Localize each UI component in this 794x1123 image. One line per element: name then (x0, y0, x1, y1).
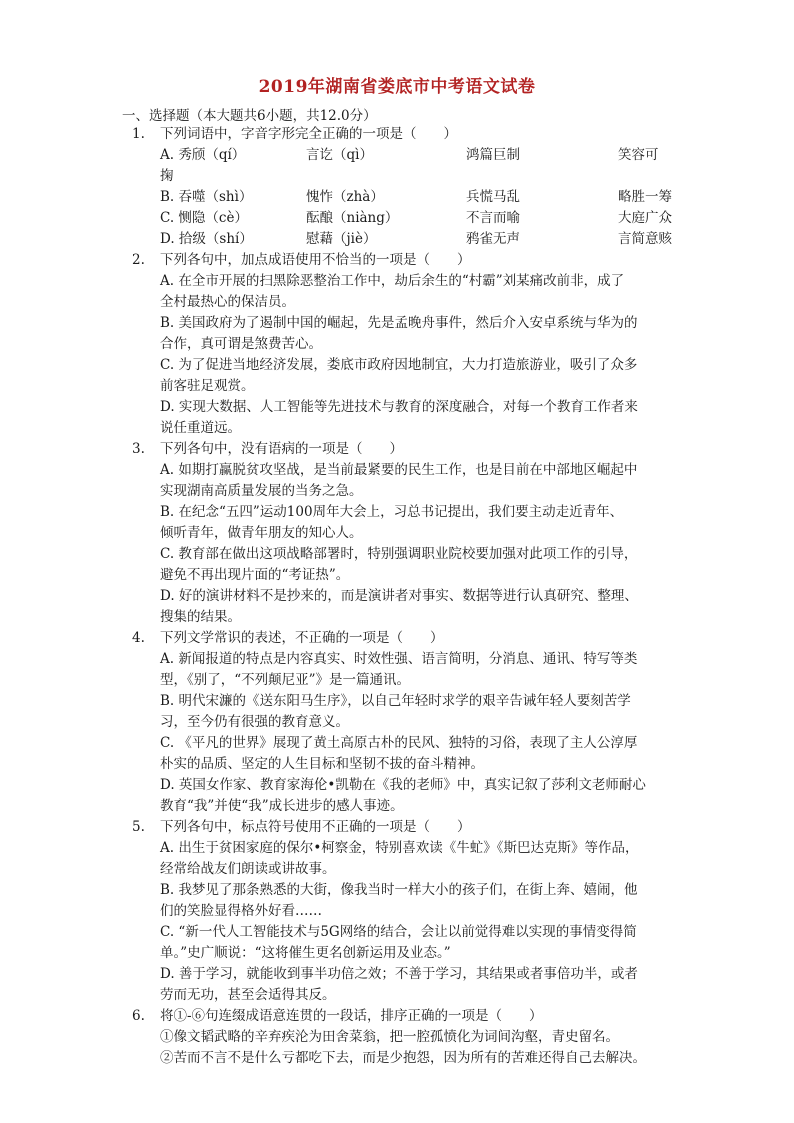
question-number: 6. (132, 1008, 145, 1024)
page-title: 2019年湖南省娄底市中考语文试卷 (258, 77, 536, 97)
option-cell: C. 恻隐（cè） (160, 210, 248, 226)
option-cell: B. 吞噬（shì） (160, 189, 253, 205)
question-number: 2. (132, 252, 145, 268)
option-d-line2: 搜集的结果。 (160, 609, 241, 625)
question-options (160, 838, 672, 1006)
option-a-line2: 全村最热心的保洁员。 (160, 294, 295, 310)
option-c-line1: C. 为了促进当地经济发展，娄底市政府因地制宜，大力打造旅游业，吸引了众多 (160, 357, 638, 373)
option-cell: 鸦雀无声 (466, 231, 520, 247)
option-row-a (160, 145, 664, 166)
option-cell: 言讫（qì） (306, 147, 373, 163)
option-row-a-tail: 掬 (160, 168, 174, 184)
option-cell: 兵慌马乱 (466, 189, 520, 205)
question-options (160, 460, 672, 628)
option-c-line1: C. 《平凡的世界》展现了黄土高原古朴的民风、独特的习俗，表现了主人公淳厚 (160, 735, 638, 751)
option-c-line1: C. “新一代人工智能技术与5G网络的结合，会让以前觉得难以实现的事情变得简 (160, 924, 637, 940)
option-d-line2: 教育“我”并使“我”成长进步的感人事迹。 (160, 798, 404, 814)
question-number: 1. (132, 126, 145, 142)
question-3 (132, 439, 672, 628)
question-options (160, 271, 672, 439)
option-a-line2: 型，《别了，“不列颠尼亚”》是一篇通讯。 (160, 672, 411, 688)
question-2 (132, 250, 672, 439)
question-number: 4. (132, 630, 145, 646)
question-stem: 下列各句中，标点符号使用不正确的一项是（ ） (160, 819, 471, 835)
option-d-line2: 劳而无功，甚至会适得其反。 (160, 987, 336, 1003)
question-stem: 下列各句中，加点成语使用不恰当的一项是（ ） (160, 252, 471, 268)
option-a-line1: A. 在全市开展的扫黑除恶整治工作中，劫后余生的“村霸”刘某痛改前非，成了 (160, 273, 625, 289)
question-stem: 下列词语中，字音字形完全正确的一项是（ ） (160, 126, 457, 142)
option-b-line1: B. 美国政府为了遏制中国的崛起，先是孟晚舟事件，然后介入安卓系统与华为的 (160, 315, 638, 331)
option-d-line1: D. 英国女作家、教育家海伦•凯勒在《我的老师》中，真实记叙了莎利文老师耐心 (160, 777, 646, 793)
option-cell: 愧怍（zhà） (306, 189, 384, 205)
question-6 (132, 1006, 672, 1069)
question-stem: 下列各句中，没有语病的一项是（ ） (160, 441, 403, 457)
option-cell: 慰藉（jiè） (306, 231, 377, 247)
option-cell: 大庭广众 (618, 210, 672, 226)
option-cell: 笑容可 (618, 147, 659, 163)
option-c-line2: 单。”史广顺说：“这将催生更名创新运用及业态。” (160, 945, 451, 961)
option-b-line1: B. 明代宋濂的《送东阳马生序》，以自己年轻时求学的艰辛告诫年轻人要刻苦学 (160, 693, 631, 709)
option-d-line2: 说任重道远。 (160, 420, 241, 436)
option-cell: A. 秀颀（qí） (160, 147, 246, 163)
option-b-line2: 合作，真可谓是煞费苦心。 (160, 336, 322, 352)
question-number: 3. (132, 441, 145, 457)
question-list (132, 124, 672, 1069)
option-row-d (160, 229, 672, 250)
option-c-line1: C. 教育部在做出这项战略部署时，特别强调职业院校要加强对此项工作的引导， (160, 546, 638, 562)
question-stem: 将①-⑥句连缀成语意连贯的一段话，排序正确的一项是（ ） (160, 1008, 543, 1024)
question-options (160, 1027, 672, 1069)
question-4 (132, 628, 672, 817)
option-a-line1: A. 出生于贫困家庭的保尔•柯察金，特别喜欢读《牛虻》《斯巴达克斯》等作品， (160, 840, 639, 856)
option-a-line1: A. 如期打赢脱贫攻坚战，是当前最紧要的民生工作，也是目前在中部地区崛起中 (160, 462, 638, 478)
option-a-line2: 经常给战友们朗读或讲故事。 (160, 861, 336, 877)
question-stem: 下列文学常识的表述，不正确的一项是（ ） (160, 630, 444, 646)
option-b-line2: 们的笑脸显得格外好看…… (160, 903, 322, 919)
option-b-line1: B. 在纪念“五四”运动100周年大会上，习总书记提出，我们要主动走近青年、 (160, 504, 624, 520)
option-d-line1: D. 善于学习，就能收到事半功倍之效；不善于学习，其结果或者事倍功半，或者 (160, 966, 638, 982)
option-cell: 不言而喻 (466, 210, 520, 226)
option-cell: 鸿篇巨制 (466, 147, 520, 163)
sentence-2: ②苦而不言不是什么亏都吃下去，而是少抱怨，因为所有的苦难还得自己去解决。 (160, 1050, 646, 1066)
option-row-c (160, 208, 672, 229)
question-1 (132, 124, 672, 250)
option-b-line2: 习，至今仍有很强的教育意义。 (160, 714, 349, 730)
option-c-line2: 朴实的品质、坚定的人生目标和坚韧不拔的奋斗精神。 (160, 756, 484, 772)
option-c-line2: 避免不再出现片面的“考证热”。 (160, 567, 350, 583)
option-d-line1: D. 实现大数据、人工智能等先进技术与教育的深度融合，对每一个教育工作者来 (160, 399, 638, 415)
section-heading: 一、选择题（本大题共6小题，共12.0分） (122, 108, 377, 124)
option-cell: D. 拾级（shí） (160, 231, 253, 247)
option-row-b (160, 187, 672, 208)
option-cell: 酝酿（niàng） (306, 210, 399, 226)
option-cell: 言简意赅 (618, 231, 672, 247)
option-b-line1: B. 我梦见了那条熟悉的大街，像我当时一样大小的孩子们，在街上奔、嬉闹，他 (160, 882, 638, 898)
question-5 (132, 817, 672, 1006)
option-cell: 略胜一筹 (618, 189, 672, 205)
option-a-line1: A. 新闻报道的特点是内容真实、时效性强、语言简明，分消息、通讯、特写等类 (160, 651, 638, 667)
option-a-line2: 实现湖南高质量发展的当务之急。 (160, 483, 363, 499)
question-number: 5. (132, 819, 145, 835)
question-options (160, 649, 672, 817)
option-d-line1: D. 好的演讲材料不是抄来的，而是演讲者对事实、数据等进行认真研究、整理、 (160, 588, 638, 604)
option-b-line2: 倾听青年，做青年朋友的知心人。 (160, 525, 363, 541)
option-c-line2: 前客驻足观赏。 (160, 378, 255, 394)
sentence-1: ①像文韬武略的辛弃疾沦为田舍菜翁，把一腔孤愤化为词间沟壑，青史留名。 (160, 1029, 619, 1045)
question-options (160, 145, 672, 250)
